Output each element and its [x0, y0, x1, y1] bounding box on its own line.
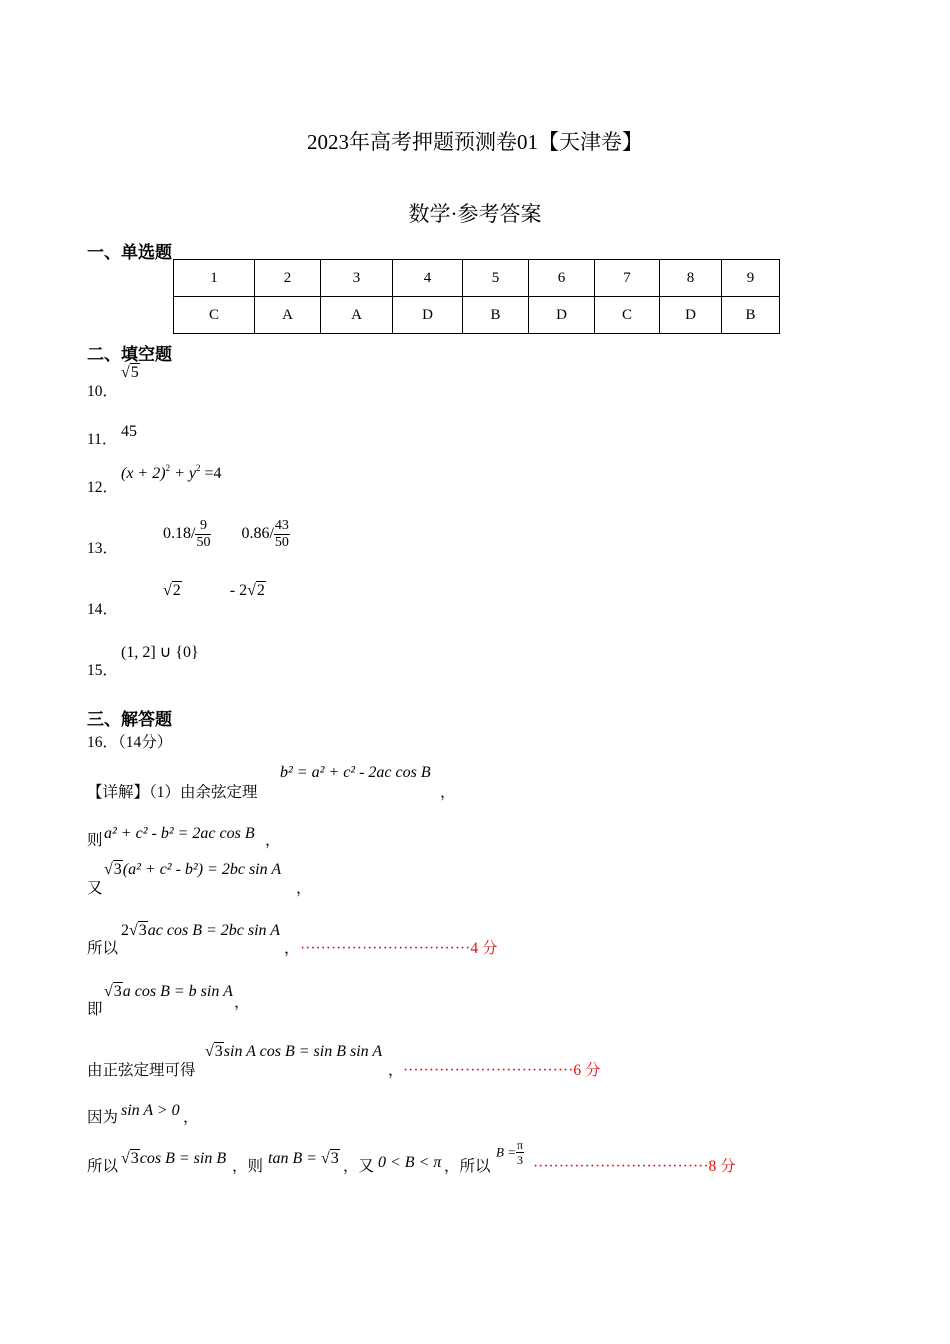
solution-label: 因为 [87, 1109, 119, 1126]
connector-text: ，所以 [444, 1158, 491, 1175]
formula-line-8c: 0 < B < π [378, 1154, 442, 1171]
table-cell: B [463, 297, 529, 334]
table-cell: 7 [595, 260, 660, 297]
answer-q10: √5 [121, 364, 139, 381]
section-heading-fill-blank: 二、填空题 [87, 345, 172, 365]
table-cell: 6 [529, 260, 595, 297]
formula-line-8b: tan B = √3 [268, 1150, 339, 1167]
table-cell: B [722, 297, 780, 334]
formula-line-8a: √3cos B = sin B [121, 1150, 227, 1167]
solution-label: 所以 [87, 940, 119, 957]
solution-label: 又 [87, 880, 103, 897]
table-row-answers [174, 297, 780, 334]
punctuation: ， [265, 832, 281, 849]
table-cell: 3 [321, 260, 393, 297]
score-marker: ·································6 分 [403, 1062, 601, 1079]
section-heading-solutions: 三、解答题 [87, 710, 172, 730]
answer-q14: √2 - 2√2 [163, 582, 265, 599]
punctuation: ， [284, 940, 300, 957]
formula-line-3: √3(a² + c² - b²) = 2bc sin A [104, 861, 282, 878]
question-16-heading: 16．（14分） [87, 734, 173, 751]
question-number: 14． [87, 601, 119, 618]
formula-law-of-cosines: b² = a² + c² - 2ac cos B [280, 764, 431, 781]
score-marker: ·································4 分 [300, 940, 498, 957]
solution-label: 所以 [87, 1158, 119, 1175]
answer-q11: 45 [121, 423, 137, 440]
table-cell: D [660, 297, 722, 334]
solution-label: 则 [87, 832, 103, 849]
answer-q13: 0.18/ $\frac{9}{50}$ 0.86/ $\frac{43}{50}$ [163, 518, 289, 550]
formula-line-2: a² + c² - b² = 2ac cos B [104, 825, 255, 842]
answer-q12: $(x + 2)^2 + y^2 =4$ [121, 463, 222, 482]
page-title: 2023年高考押题预测卷01【天津卷】 [307, 130, 643, 154]
table-row-numbers [174, 260, 780, 297]
table-cell: 1 [174, 260, 255, 297]
punctuation: ， [296, 880, 312, 897]
solution-label: 即 [87, 1001, 103, 1018]
question-number: 13． [87, 540, 119, 557]
answer-table [173, 259, 780, 334]
punctuation: ， [388, 1062, 404, 1079]
score-marker: ··································8 分 [533, 1158, 736, 1175]
connector-text: ，又 [343, 1158, 375, 1175]
answer-q15: (1, 2] ∪ {0} [121, 644, 199, 661]
table-cell: D [393, 297, 463, 334]
solution-label: 由正弦定理可得 [87, 1062, 196, 1079]
formula-line-8d: B = $\frac{\pi}{3}$ [496, 1138, 524, 1167]
table-cell: C [174, 297, 255, 334]
question-number: 11． [87, 431, 118, 448]
question-number: 15． [87, 662, 119, 679]
table-cell: 9 [722, 260, 780, 297]
question-number: 10． [87, 383, 119, 400]
connector-text: ，则 [232, 1158, 264, 1175]
table-cell: D [529, 297, 595, 334]
formula-line-4: 2√3ac cos B = 2bc sin A [121, 922, 281, 939]
page-subtitle: 数学·参考答案 [408, 202, 542, 226]
punctuation: ， [183, 1109, 199, 1126]
table-cell: C [595, 297, 660, 334]
formula-line-7: sin A > 0 [121, 1102, 180, 1119]
punctuation: ， [440, 784, 456, 801]
table-cell: 5 [463, 260, 529, 297]
formula-line-5: √3a cos B = b sin A [104, 983, 233, 1000]
table-cell: 2 [255, 260, 321, 297]
punctuation: ， [234, 994, 250, 1011]
question-number: 12． [87, 479, 119, 496]
table-cell: 8 [660, 260, 722, 297]
solution-label: 【详解】（1）由余弦定理 [87, 784, 258, 801]
table-cell: A [255, 297, 321, 334]
table-cell: 4 [393, 260, 463, 297]
formula-law-of-sines: √3sin A cos B = sin B sin A [205, 1043, 383, 1060]
section-heading-single-choice: 一、单选题 [87, 243, 172, 263]
table-cell: A [321, 297, 393, 334]
